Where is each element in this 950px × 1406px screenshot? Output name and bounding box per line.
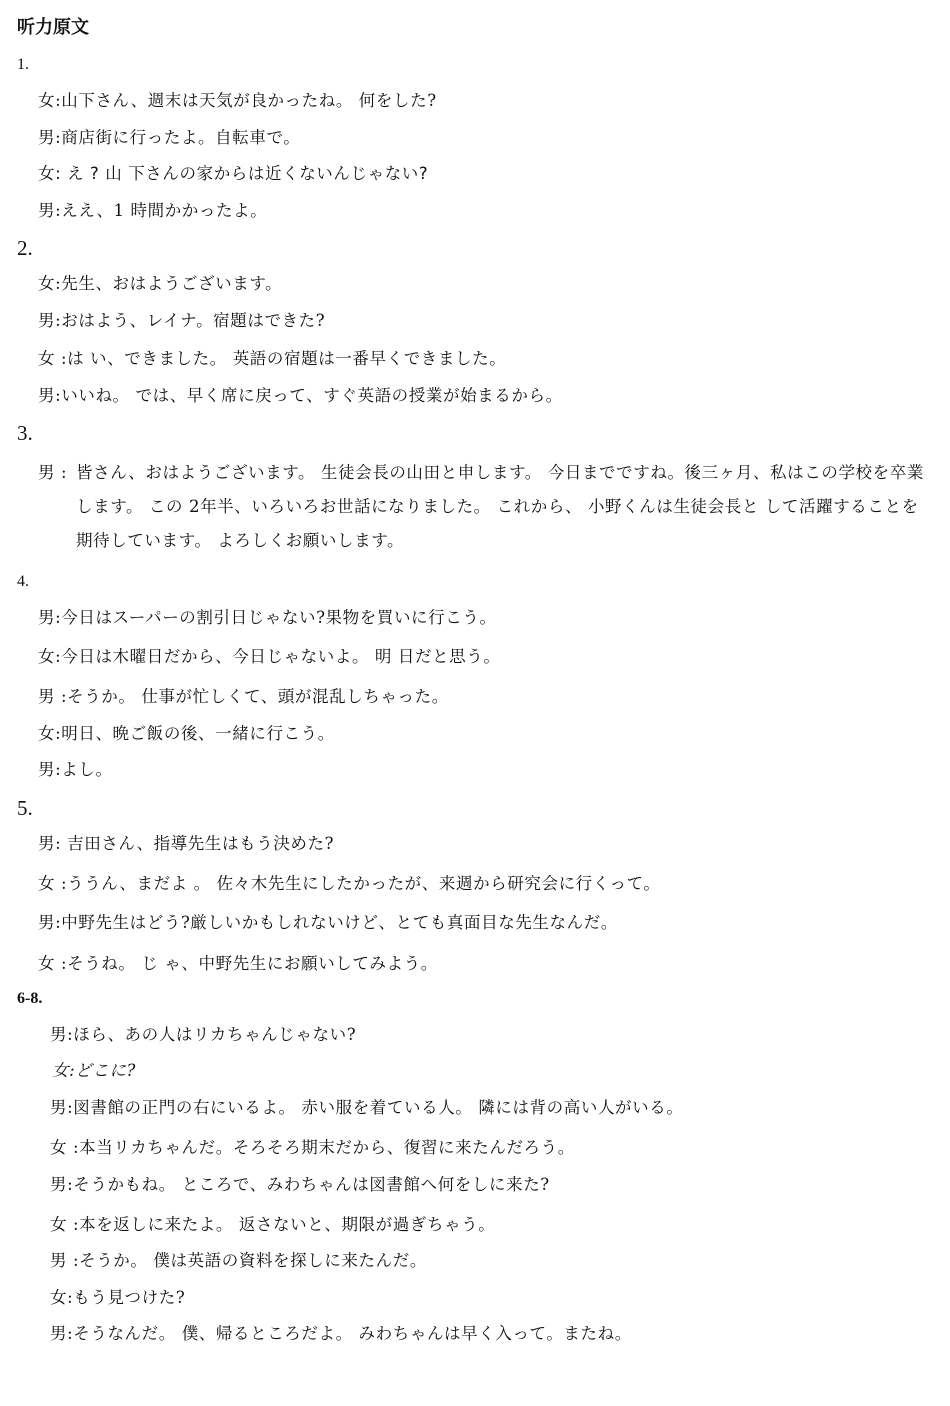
- section-number: 1.: [17, 56, 29, 73]
- dialogue-line: 男: 吉田さん、指導先生はもう決めた?: [38, 834, 335, 853]
- dialogue-line: 男:今日はスーパーの割引日じゃない?果物を買いに行こう。: [38, 608, 497, 627]
- dialogue-line: 女:どこに?: [52, 1061, 137, 1080]
- dialogue-line: 男 :そうか。 僕は英語の資料を探しに来たんだ。: [50, 1251, 427, 1270]
- dialogue-line: 男:商店街に行ったよ。自転車で。: [38, 128, 301, 147]
- dialogue-line: 男:そうなんだ。 僕、帰るところだよ。 みわちゃんは早く入って。またね。: [50, 1324, 632, 1343]
- dialogue-line: 男:図書館の正門の右にいるよ。 赤い服を着ている人。 隣には背の高い人がいる。: [50, 1098, 684, 1117]
- dialogue-line: 男:いいね。 では、早く席に戻って、すぐ英語の授業が始まるから。: [38, 386, 563, 405]
- dialogue-line: 女:今日は木曜日だから、今日じゃないよ。 明 日だと思う。: [38, 647, 501, 666]
- speech-paragraph: [38, 456, 933, 558]
- dialogue-line: 男:中野先生はどう?厳しいかもしれないけど、とても真面目な先生なんだ。: [38, 913, 618, 932]
- dialogue-line: 女 :本を返しに来たよ。 返さないと、期限が過ぎちゃう。: [50, 1215, 496, 1234]
- page-title: 听力原文: [17, 17, 89, 38]
- dialogue-line: 女:明日、晩ご飯の後、一緒に行こう。: [38, 724, 335, 743]
- dialogue-line: 女:もう見つけた?: [50, 1288, 186, 1307]
- speech-text: 皆さん、おはようございます。 生徒会長の山田と申します。 今日までですね。後三ヶ月、私はこの学校を卒業します。 この 2年半、いろいろお世話になりました。 これから、 小野くんは生徒会長と して活躍することを期待しています。 よろしくお願いします。: [76, 463, 924, 550]
- dialogue-line: 女: え ? 山 下さんの家からは近くないんじゃない?: [38, 164, 429, 183]
- dialogue-line: 女 :そうね。 じ ゃ、中野先生にお願いしてみよう。: [38, 954, 438, 973]
- section-number: 2.: [17, 236, 33, 260]
- dialogue-line: 男:おはよう、レイナ。宿題はできた?: [38, 311, 326, 330]
- dialogue-line: 女 :本当リカちゃんだ。そろそろ期末だから、復習に来たんだろう。: [50, 1138, 575, 1157]
- section-number: 3.: [17, 421, 33, 445]
- dialogue-line: 女:先生、おはようございます。: [38, 274, 283, 293]
- dialogue-line: 女:山下さん、週末は天気が良かったね。 何をした?: [38, 91, 437, 110]
- dialogue-line: 男:ええ、1 時間かかったよ。: [38, 201, 268, 220]
- section-number: 5.: [17, 796, 33, 820]
- dialogue-line: 男:ほら、あの人はリカちゃんじゃない?: [50, 1025, 357, 1044]
- dialogue-line: 女 :は い、できました。 英語の宿題は一番早くできました。: [38, 349, 507, 368]
- speaker-label: 男 :: [38, 463, 68, 482]
- dialogue-line: 男 :そうか。 仕事が忙しくて、頭が混乱しちゃった。: [38, 687, 449, 706]
- dialogue-line: 男:よし。: [38, 760, 113, 779]
- dialogue-line: 女 :ううん、まだよ 。 佐々木先生にしたかったが、来週から研究会に行くって。: [38, 874, 661, 893]
- section-number: 6-8.: [17, 990, 43, 1007]
- dialogue-line: 男:そうかもね。 ところで、みわちゃんは図書館へ何をしに来た?: [50, 1175, 550, 1194]
- section-number: 4.: [17, 573, 29, 590]
